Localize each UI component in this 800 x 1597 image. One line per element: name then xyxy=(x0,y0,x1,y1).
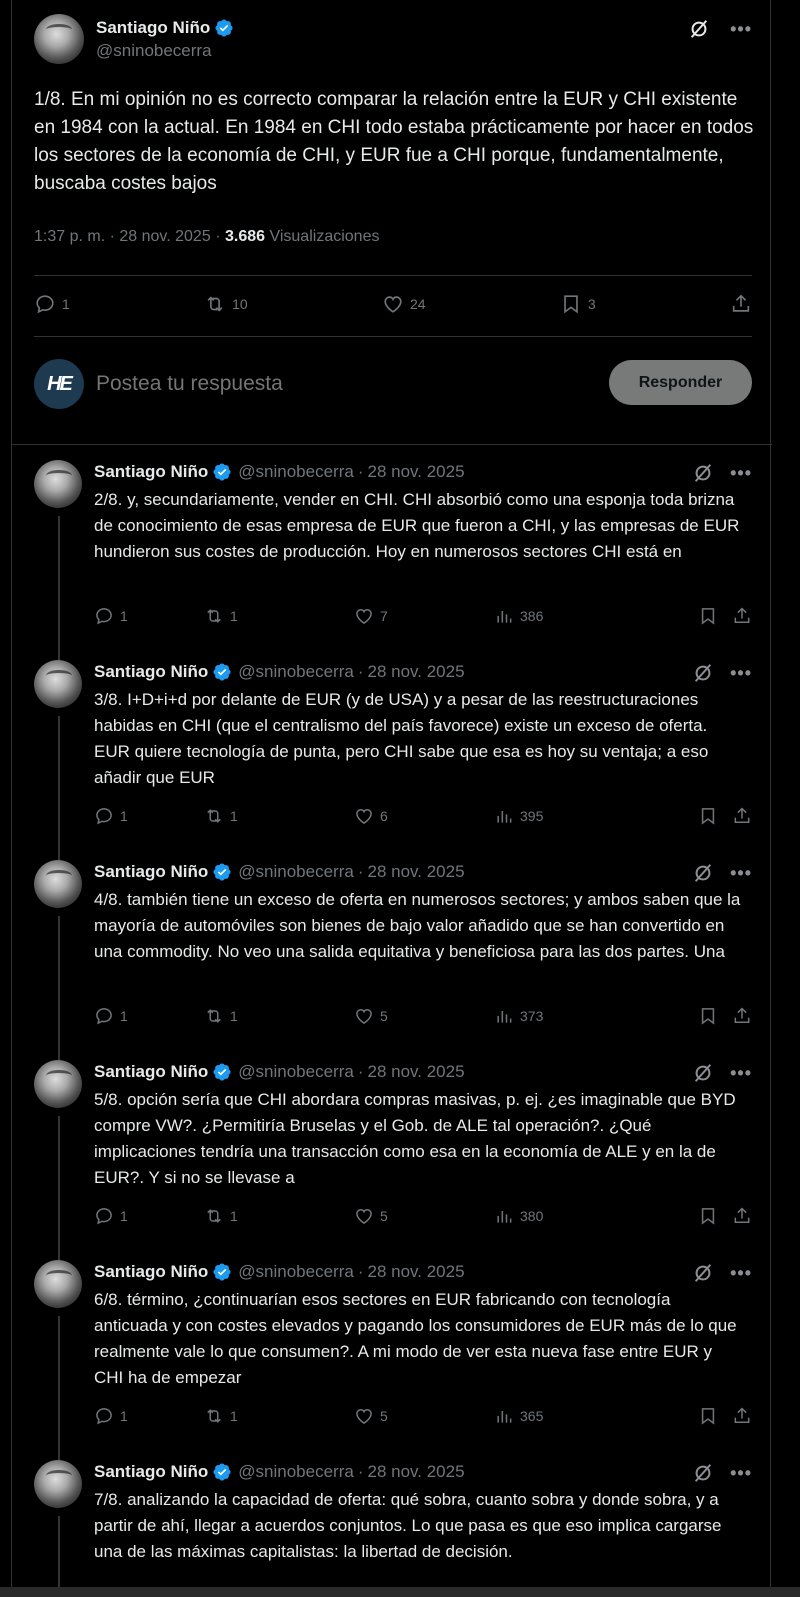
author-name[interactable]: Santiago Niño xyxy=(96,17,211,37)
reply-icon xyxy=(34,293,56,315)
author-name[interactable]: Santiago Niño xyxy=(94,662,209,681)
author-handle[interactable]: @sninobecerra xyxy=(238,1262,354,1281)
reply-icon xyxy=(94,806,114,826)
author-handle[interactable]: @sninobecerra xyxy=(238,1462,354,1481)
views-count: 365 xyxy=(520,1408,544,1424)
views-button[interactable] xyxy=(494,1406,644,1426)
author-avatar[interactable] xyxy=(34,660,82,708)
reply-icon xyxy=(94,1006,114,1026)
reply-count: 1 xyxy=(120,608,128,624)
grok-icon[interactable] xyxy=(692,462,714,484)
post-actions xyxy=(94,1406,752,1426)
repost-count: 1 xyxy=(230,1008,238,1024)
reply-count: 1 xyxy=(120,1008,128,1024)
reply-submit-button[interactable]: Responder xyxy=(609,360,752,405)
author-name[interactable]: Santiago Niño xyxy=(94,1462,209,1481)
heart-icon xyxy=(354,606,374,626)
repost-icon xyxy=(204,1206,224,1226)
bookmark-icon xyxy=(698,606,718,626)
post-date[interactable]: 28 nov. 2025 xyxy=(367,1462,465,1481)
heart-icon xyxy=(354,806,374,826)
bookmark-icon xyxy=(560,293,582,315)
author-avatar[interactable] xyxy=(34,14,84,64)
bookmark-icon xyxy=(698,806,718,826)
divider xyxy=(34,275,752,276)
author-name[interactable]: Santiago Niño xyxy=(94,862,209,881)
heart-icon xyxy=(382,293,404,315)
thread-connector xyxy=(58,1316,60,1462)
divider xyxy=(12,444,772,445)
views-count: 395 xyxy=(520,808,544,824)
thread-connector xyxy=(58,716,60,862)
like-count: 5 xyxy=(380,1208,388,1224)
thread-connector xyxy=(58,1116,60,1262)
timeline-column xyxy=(11,0,771,1597)
share-icon xyxy=(732,1206,752,1226)
reply-icon xyxy=(94,1406,114,1426)
author-name[interactable]: Santiago Niño xyxy=(94,462,209,481)
reply-count: 1 xyxy=(120,1408,128,1424)
like-count: 5 xyxy=(380,1408,388,1424)
reply-button[interactable] xyxy=(94,806,204,826)
share-button[interactable] xyxy=(732,1006,752,1026)
repost-count: 1 xyxy=(230,1408,238,1424)
heart-icon xyxy=(354,1006,374,1026)
share-button[interactable] xyxy=(732,606,752,626)
share-button[interactable] xyxy=(732,806,752,826)
author-handle[interactable]: @sninobecerra xyxy=(238,862,354,881)
verified-badge-icon xyxy=(212,862,232,882)
bookmark-count: 3 xyxy=(587,296,596,312)
thread-post[interactable]: Santiago Niño @sninobecerra · 28 nov. 2025 ••• 7/8. analizando la capacidad de oferta: qué sobra, cuanto sobra y donde sobra, y a partir de ahí, llegar a acuerdos conjuntos. Lo que pasa es que eso implica cargarse una de las máximas capitalistas: la libertad de decisión. xyxy=(34,1460,752,1590)
author-handle[interactable]: @sninobecerra xyxy=(238,662,354,681)
heart-icon xyxy=(354,1206,374,1226)
reply-count: 1 xyxy=(62,296,70,312)
analytics-icon xyxy=(494,806,514,826)
bookmark-button[interactable] xyxy=(698,1206,718,1226)
bookmark-icon xyxy=(698,1206,718,1226)
share-icon xyxy=(732,1006,752,1026)
grok-icon[interactable] xyxy=(692,1262,714,1284)
like-count: 5 xyxy=(380,1008,388,1024)
thread-connector xyxy=(58,1516,60,1596)
grok-icon[interactable] xyxy=(688,18,710,40)
reply-composer xyxy=(34,360,752,408)
post-meta: 1:37 p. m. · 28 nov. 2025 · 3.686 Visualizaciones xyxy=(34,228,380,245)
views-count: 3.686 xyxy=(224,228,266,245)
analytics-icon xyxy=(494,606,514,626)
post-date[interactable]: 28 nov. 2025 xyxy=(367,1262,465,1281)
author-avatar[interactable] xyxy=(34,860,82,908)
reply-button[interactable] xyxy=(94,1006,204,1026)
verified-badge-icon xyxy=(212,662,232,682)
repost-button[interactable] xyxy=(204,1406,354,1426)
post-text: 6/8. término, ¿continuarían esos sectores en EUR fabricando con tecnología anticuada y con costes elevados y pagando los consumidores de EUR más de lo que realmente vale lo que consumen?. A mi modo de ver esta nueva fase entre EUR y CHI ha de empezar xyxy=(94,1290,737,1387)
repost-count: 1 xyxy=(230,608,238,624)
verified-badge-icon xyxy=(212,1062,232,1082)
reply-count: 1 xyxy=(120,1208,128,1224)
author-avatar[interactable] xyxy=(34,1260,82,1308)
more-options-icon[interactable]: ••• xyxy=(730,1062,752,1083)
repost-button[interactable] xyxy=(204,806,354,826)
views-label: Visualizaciones xyxy=(269,228,380,245)
verified-badge-icon xyxy=(212,1262,232,1282)
post-date[interactable]: 28 nov. 2025 xyxy=(367,1062,465,1081)
author-handle[interactable]: @sninobecerra xyxy=(238,1062,354,1081)
post-text: 5/8. opción sería que CHI abordara compras masivas, p. ej. ¿es imaginable que BYD compre VW?. ¿Permitiría Bruselas y el Gob. de ALE tal operación?. ¿Qué implicaciones tendría una transacción como esa en la economía de ALE y en la de EUR?. Y si no se llevase a xyxy=(94,1090,736,1187)
grok-icon[interactable] xyxy=(692,1462,714,1484)
user-avatar[interactable]: HE xyxy=(34,359,84,409)
reply-button[interactable] xyxy=(94,1206,204,1226)
grok-icon[interactable] xyxy=(692,1062,714,1084)
heart-icon xyxy=(354,1406,374,1426)
verified-badge-icon xyxy=(214,18,234,38)
views-count: 380 xyxy=(520,1208,544,1224)
repost-button[interactable] xyxy=(204,293,248,315)
author-avatar[interactable] xyxy=(34,1060,82,1108)
more-options-icon[interactable]: ••• xyxy=(730,1462,752,1483)
repost-button[interactable] xyxy=(204,1206,354,1226)
post-actions xyxy=(94,806,752,826)
views-count: 386 xyxy=(520,608,544,624)
post-date[interactable]: 28 nov. 2025 xyxy=(119,228,211,245)
share-button[interactable] xyxy=(732,1206,752,1226)
thread-post[interactable]: Santiago Niño @sninobecerra · 28 nov. 2025 ••• 6/8. término, ¿continuarían esos sectores en EUR fabricando con tecnología anticuada y con costes elevados y pagando los consumidores de EUR más de lo que realmente vale lo que consumen?. A mi modo de ver esta nueva fase entre EUR y CHI ha de empezar 1 1 5 365 xyxy=(34,1260,752,1460)
more-options-icon[interactable]: ••• xyxy=(730,862,752,883)
views-button[interactable] xyxy=(494,1006,644,1026)
share-icon xyxy=(730,293,752,315)
post-header xyxy=(34,14,234,64)
post-text: 2/8. y, secundariamente, vender en CHI. CHI absorbió como una esponja toda brizna de conocimiento de esas empresa de EUR que fueron a CHI, y las empresas de EUR hundieron sus costes de producción. Hoy en numerosos sectores CHI está en xyxy=(94,490,740,561)
bookmark-icon xyxy=(698,1406,718,1426)
analytics-icon xyxy=(494,1006,514,1026)
post-text: 1/8. En mi opinión no es correcto comparar la relación entre la EUR y CHI existente en 1984 con la actual. En 1984 en CHI todo estaba prácticamente por hacer en todos los sectores de la economía de CHI, y EUR fue a CHI porque, fundamentalmente, buscaba costes bajos xyxy=(34,89,754,194)
post-date[interactable]: 28 nov. 2025 xyxy=(367,862,465,881)
more-options-icon[interactable]: ••• xyxy=(730,18,752,39)
post-actions xyxy=(94,1006,752,1026)
reply-icon xyxy=(94,606,114,626)
analytics-icon xyxy=(494,1206,514,1226)
more-options-icon[interactable]: ••• xyxy=(730,1262,752,1283)
repost-count: 1 xyxy=(230,808,238,824)
author-handle[interactable]: @sninobecerra xyxy=(96,40,212,60)
more-options-icon[interactable]: ••• xyxy=(730,462,752,483)
repost-count: 10 xyxy=(232,296,248,312)
like-count: 24 xyxy=(410,296,426,312)
taskbar-edge xyxy=(0,1587,800,1597)
thread-connector xyxy=(58,916,60,1062)
thread-post[interactable]: Santiago Niño @sninobecerra · 28 nov. 2025 ••• 4/8. también tiene un exceso de oferta en numerosos sectores; y ambos saben que la mayoría de automóviles son bienes de bajo valor añadido que se han convertido en una commodity. No veo una salida equitativa y beneficiosa para las dos partes. Una 1 1 5 373 xyxy=(34,860,752,1060)
repost-icon xyxy=(204,293,226,315)
repost-button[interactable] xyxy=(204,606,354,626)
bookmark-button[interactable] xyxy=(698,1406,718,1426)
repost-button[interactable] xyxy=(204,1006,354,1026)
share-button[interactable] xyxy=(730,293,752,315)
share-button[interactable] xyxy=(732,1406,752,1426)
author-avatar[interactable] xyxy=(34,460,82,508)
reply-count: 1 xyxy=(120,808,128,824)
share-icon xyxy=(732,1406,752,1426)
post-actions xyxy=(94,606,752,626)
like-button[interactable] xyxy=(354,1406,494,1426)
post-actions xyxy=(34,293,752,315)
post-date[interactable]: 28 nov. 2025 xyxy=(367,662,465,681)
views-count: 373 xyxy=(520,1008,544,1024)
repost-icon xyxy=(204,1006,224,1026)
like-button[interactable] xyxy=(382,293,426,315)
share-icon xyxy=(732,606,752,626)
views-button[interactable] xyxy=(494,1206,644,1226)
like-button[interactable] xyxy=(354,1206,494,1226)
bookmark-button[interactable] xyxy=(698,606,718,626)
views-button[interactable] xyxy=(494,806,644,826)
share-icon xyxy=(732,806,752,826)
post-text: 4/8. también tiene un exceso de oferta en numerosos sectores; y ambos saben que la mayoría de automóviles son bienes de bajo valor añadido que se han convertido en una commodity. No veo una salida equitativa y beneficiosa para las dos partes. Una xyxy=(94,890,741,961)
divider xyxy=(34,336,752,337)
reply-button[interactable] xyxy=(94,1406,204,1426)
author-avatar[interactable] xyxy=(34,1460,82,1508)
reply-button[interactable] xyxy=(34,293,70,315)
post-actions xyxy=(94,1206,752,1226)
reply-button[interactable] xyxy=(94,606,204,626)
verified-badge-icon xyxy=(212,462,232,482)
bookmark-button[interactable] xyxy=(698,806,718,826)
repost-icon xyxy=(204,1406,224,1426)
like-button[interactable] xyxy=(354,606,494,626)
post-date[interactable]: 28 nov. 2025 xyxy=(367,462,465,481)
author-name[interactable]: Santiago Niño xyxy=(94,1262,209,1281)
bookmark-button[interactable] xyxy=(698,1006,718,1026)
bookmark-button[interactable] xyxy=(560,293,596,315)
repost-icon xyxy=(204,606,224,626)
repost-icon xyxy=(204,806,224,826)
author-handle[interactable]: @sninobecerra xyxy=(238,462,354,481)
thread-post[interactable]: Santiago Niño @sninobecerra · 28 nov. 2025 ••• 3/8. I+D+i+d por delante de EUR (y de USA) y a pesar de las reestructuraciones habidas en CHI (que el centralismo del país favorece) existe un exceso de oferta. EUR quiere tecnología de punta, pero CHI sabe que esa es hoy su ventaja; a eso añadir que EUR 1 1 6 395 xyxy=(34,660,752,860)
repost-count: 1 xyxy=(230,1208,238,1224)
views-button[interactable] xyxy=(494,606,644,626)
analytics-icon xyxy=(494,1406,514,1426)
reply-icon xyxy=(94,1206,114,1226)
verified-badge-icon xyxy=(212,1462,232,1482)
grok-icon[interactable] xyxy=(692,662,714,684)
thread-post[interactable]: Santiago Niño @sninobecerra · 28 nov. 2025 ••• 2/8. y, secundariamente, vender en CHI. CHI absorbió como una esponja toda brizna de conocimiento de esas empresa de EUR que fueron a CHI, y las empresas de EUR hundieron sus costes de producción. Hoy en numerosos sectores CHI está en 1 1 7 386 xyxy=(34,460,752,660)
like-count: 6 xyxy=(380,808,388,824)
like-button[interactable] xyxy=(354,1006,494,1026)
post-text: 7/8. analizando la capacidad de oferta: qué sobra, cuanto sobra y donde sobra, y a partir de ahí, llegar a acuerdos conjuntos. Lo que pasa es que eso implica cargarse una de las máximas capitalistas: la libertad de decisión. xyxy=(94,1490,722,1561)
like-count: 7 xyxy=(380,608,388,624)
grok-icon[interactable] xyxy=(692,862,714,884)
post-text: 3/8. I+D+i+d por delante de EUR (y de USA) y a pesar de las reestructuraciones habidas en CHI (que el centralismo del país favorece) existe un exceso de oferta. EUR quiere tecnología de punta, pero CHI sabe que esa es hoy su ventaja; a eso añadir que EUR xyxy=(94,690,709,787)
bookmark-icon xyxy=(698,1006,718,1026)
like-button[interactable] xyxy=(354,806,494,826)
thread-connector xyxy=(58,516,60,662)
thread-post[interactable]: Santiago Niño @sninobecerra · 28 nov. 2025 ••• 5/8. opción sería que CHI abordara compras masivas, p. ej. ¿es imaginable que BYD compre VW?. ¿Permitiría Bruselas y el Gob. de ALE tal operación?. ¿Qué implicaciones tendría una transacción como esa en la economía de ALE y en la de EUR?. Y si no se llevase a 1 1 5 380 xyxy=(34,1060,752,1260)
more-options-icon[interactable]: ••• xyxy=(730,662,752,683)
author-name[interactable]: Santiago Niño xyxy=(94,1062,209,1081)
post-time[interactable]: 1:37 p. m. xyxy=(34,228,106,245)
